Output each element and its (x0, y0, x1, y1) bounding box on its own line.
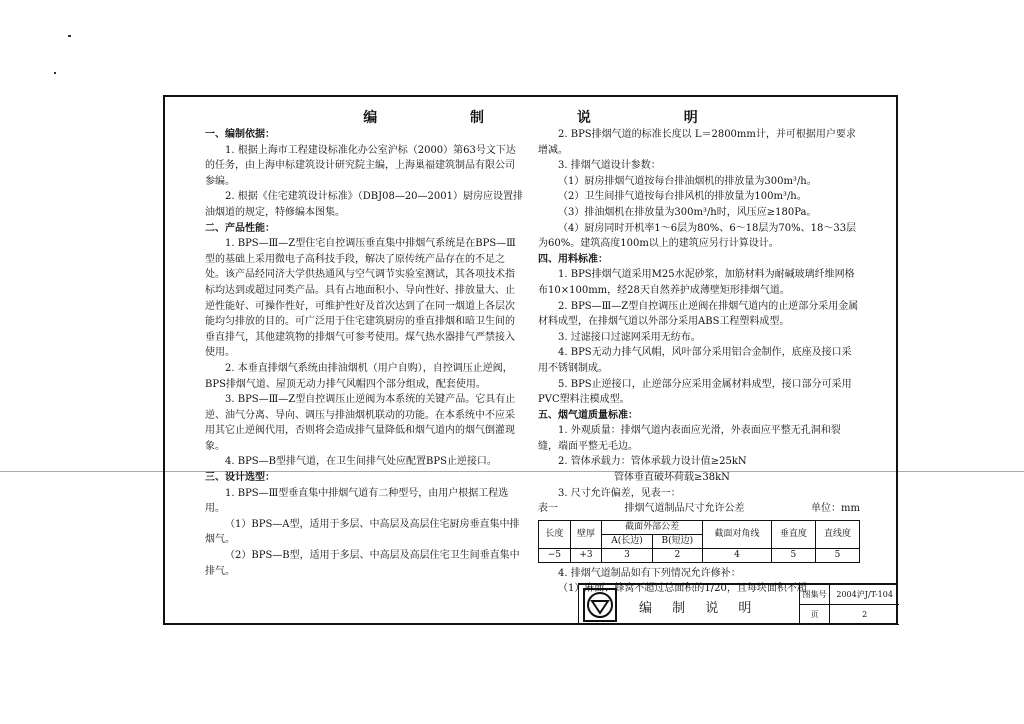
paragraph: 1. 外观质量：排烟气道内表面应光滑，外表面应平整无孔洞和裂缝，端面平整无毛边。 (538, 425, 841, 452)
table-cell: 4 (703, 548, 772, 562)
paragraph: （4）厨房同时开机率1～6层为80%、6～18层为70%、18～33层为60%。建筑高度100m以上的建筑应另行计算设计。 (538, 222, 857, 250)
atlas-number-value: 2004沪J/T-104 (830, 585, 899, 604)
paragraph: 3. 尺寸允许偏差，见表一： (558, 487, 681, 499)
left-column (205, 127, 523, 579)
table-header: 壁厚 (570, 520, 602, 548)
atlas-number-label: 图集号 (800, 585, 830, 604)
paragraph: 3. 排烟气道设计参数： (558, 160, 661, 172)
paragraph: （1）BPS—A型，适用于多层、中高层及高层住宅厨房垂直集中排烟气。 (205, 518, 520, 546)
institute-logo-icon (583, 588, 617, 622)
paragraph: 4. BPS无动力排气风帽，风叶部分采用铝合金制作，底座及接口采用不锈钢制成。 (538, 347, 852, 374)
section-heading: 一、编制依据： (205, 129, 275, 140)
paragraph: 2. 根据《住宅建筑设计标准》（DBJ08—20—2001）厨房应设置排油烟道的规定，特修编本图集。 (205, 191, 523, 218)
title-block-name: 编 制 说 明 (639, 601, 760, 616)
paragraph: 2. 本垂直排烟气系统由排油烟机（用户自购），自控调压止逆阀，BPS排烟气道、屋顶无动力排气风帽四个部分组成，配套使用。 (205, 362, 513, 390)
table-cell: +3 (570, 548, 602, 562)
table-unit: 单位：mm (811, 503, 860, 515)
table-row (539, 548, 860, 562)
table-header: 截面对角线 (703, 520, 772, 548)
paragraph: 4. BPS—B型排气道，在卫生间排气处应配置BPS止逆接口。 (225, 456, 497, 468)
title-block-grid (799, 585, 899, 625)
table-header: 截面外部公差 (602, 520, 703, 534)
table-cell: −5 (539, 548, 571, 562)
paragraph: 2. 管体承载力：管体承载力设计值≥25kN (558, 456, 747, 468)
table-caption (538, 501, 860, 517)
scan-speck (68, 35, 71, 37)
paragraph: 4. 排烟气道制品如有下列情况允许修补： (558, 567, 741, 579)
paragraph: （3）排油烟机在排放量为300m³/h时，风压应≥180Pa。 (558, 206, 817, 218)
section-heading: 五、烟气道质量标准： (538, 409, 638, 421)
table-header: A(长边) (602, 534, 652, 548)
table-header: 直线度 (815, 520, 859, 548)
table-cell: 5 (815, 548, 859, 562)
paragraph: 2. BPS排烟气道的标准长度以 L＝2800mm计，并可根据用户要求增减。 (538, 129, 856, 156)
paragraph: 2. BPS—Ⅲ—Z型自控调压止逆阀在排烟气道内的止逆部分采用金属材料成型，在排烟气道以外部分采用ABS工程塑料成型。 (538, 300, 859, 328)
paragraph: 3. BPS—Ⅲ—Z型自控调压止逆阀为本系统的关键产品。它具有止逆、油气分离、导向、调压与排油烟机联动的功能。在本系统中不应采用其它止逆阀代用，否则将会造成排气量降低和烟气道内的烟气倒灌现象。 (205, 394, 516, 452)
paragraph: 3. 过滤接口过滤网采用无纺布。 (558, 331, 701, 343)
title-block (578, 583, 898, 625)
table-cell: 5 (771, 548, 815, 562)
paragraph: 5. BPS止逆接口，止逆部分应采用金属材料成型，接口部分可采用PVC塑料注模成型。 (538, 378, 852, 406)
page-label: 页 (800, 604, 830, 624)
table-cell: 3 (602, 548, 652, 562)
section-heading: 三、设计选型： (205, 472, 275, 484)
scan-speck (54, 72, 56, 74)
paragraph: （1）厨房排烟气道按每台排油烟机的排放量为300m³/h。 (558, 175, 817, 187)
paragraph: 1. 根据上海市工程建设标准化办公室沪标（2000）第63号文下达的任务，由上海申标建筑设计研究院主编，上海巢福建筑制品有限公司参编。 (205, 144, 516, 187)
table-number: 表一 (538, 503, 558, 515)
paragraph: 1. BPS—Ⅲ—Z型住宅自控调压垂直集中排烟气系统是在BPS—Ⅲ型的基础上采用微电子高科技手段，解决了原传统产品存在的不足之处。该产品经同济大学供热通风与空气调节实验室测试，其各项技术指标均达到或超过同类产品。具有占地面积小、导向性好、排放量大、止逆性能好、可操作性好，可维护性好及首次达到了在同一烟道上各层次能均匀排放的目的。可广泛用于住宅建筑厨房的垂直排烟和暗卫生间的垂直排气，其他建筑物的排烟气可参考使用。煤气热水器排气严禁接入使用。 (205, 238, 516, 359)
right-column (538, 127, 860, 597)
page-number: 2 (830, 604, 899, 624)
paragraph: （2）BPS—B型，适用于多层、中高层及高层住宅卫生间垂直集中排气。 (205, 550, 520, 577)
paragraph: （1）麻面、蜂窝不超过总面积的1/20，且每块面积不超 (558, 583, 807, 595)
section-heading: 四、用料标准： (538, 253, 608, 265)
paragraph: 1. BPS排烟气道采用M25水泥砂浆，加筋材料为耐碱玻璃纤维网格布10×100mm，经28天自然养护成薄壁矩形排烟气道。 (538, 269, 855, 296)
table-header: B(短边) (652, 534, 702, 548)
drawing-frame (163, 95, 898, 625)
page-title: 编 制 说 明 (363, 110, 742, 126)
table-header: 长度 (539, 520, 571, 548)
paragraph: （2）卫生间排气道按每台排风机的排放量为100m³/h。 (558, 191, 807, 203)
section-heading: 二、产品性能： (205, 222, 275, 234)
table-cell: 2 (652, 548, 702, 562)
tolerance-table (538, 520, 860, 563)
right-column-top-text (538, 127, 860, 501)
table-title: 排烟气道制品尺寸允许公差 (624, 503, 745, 515)
table-header: 垂直度 (771, 520, 815, 548)
paragraph: 1. BPS—Ⅲ型垂直集中排烟气道有二种型号，由用户根据工程选用。 (205, 487, 509, 515)
paragraph: 管体垂直破坏荷载≥38kN (614, 472, 730, 484)
